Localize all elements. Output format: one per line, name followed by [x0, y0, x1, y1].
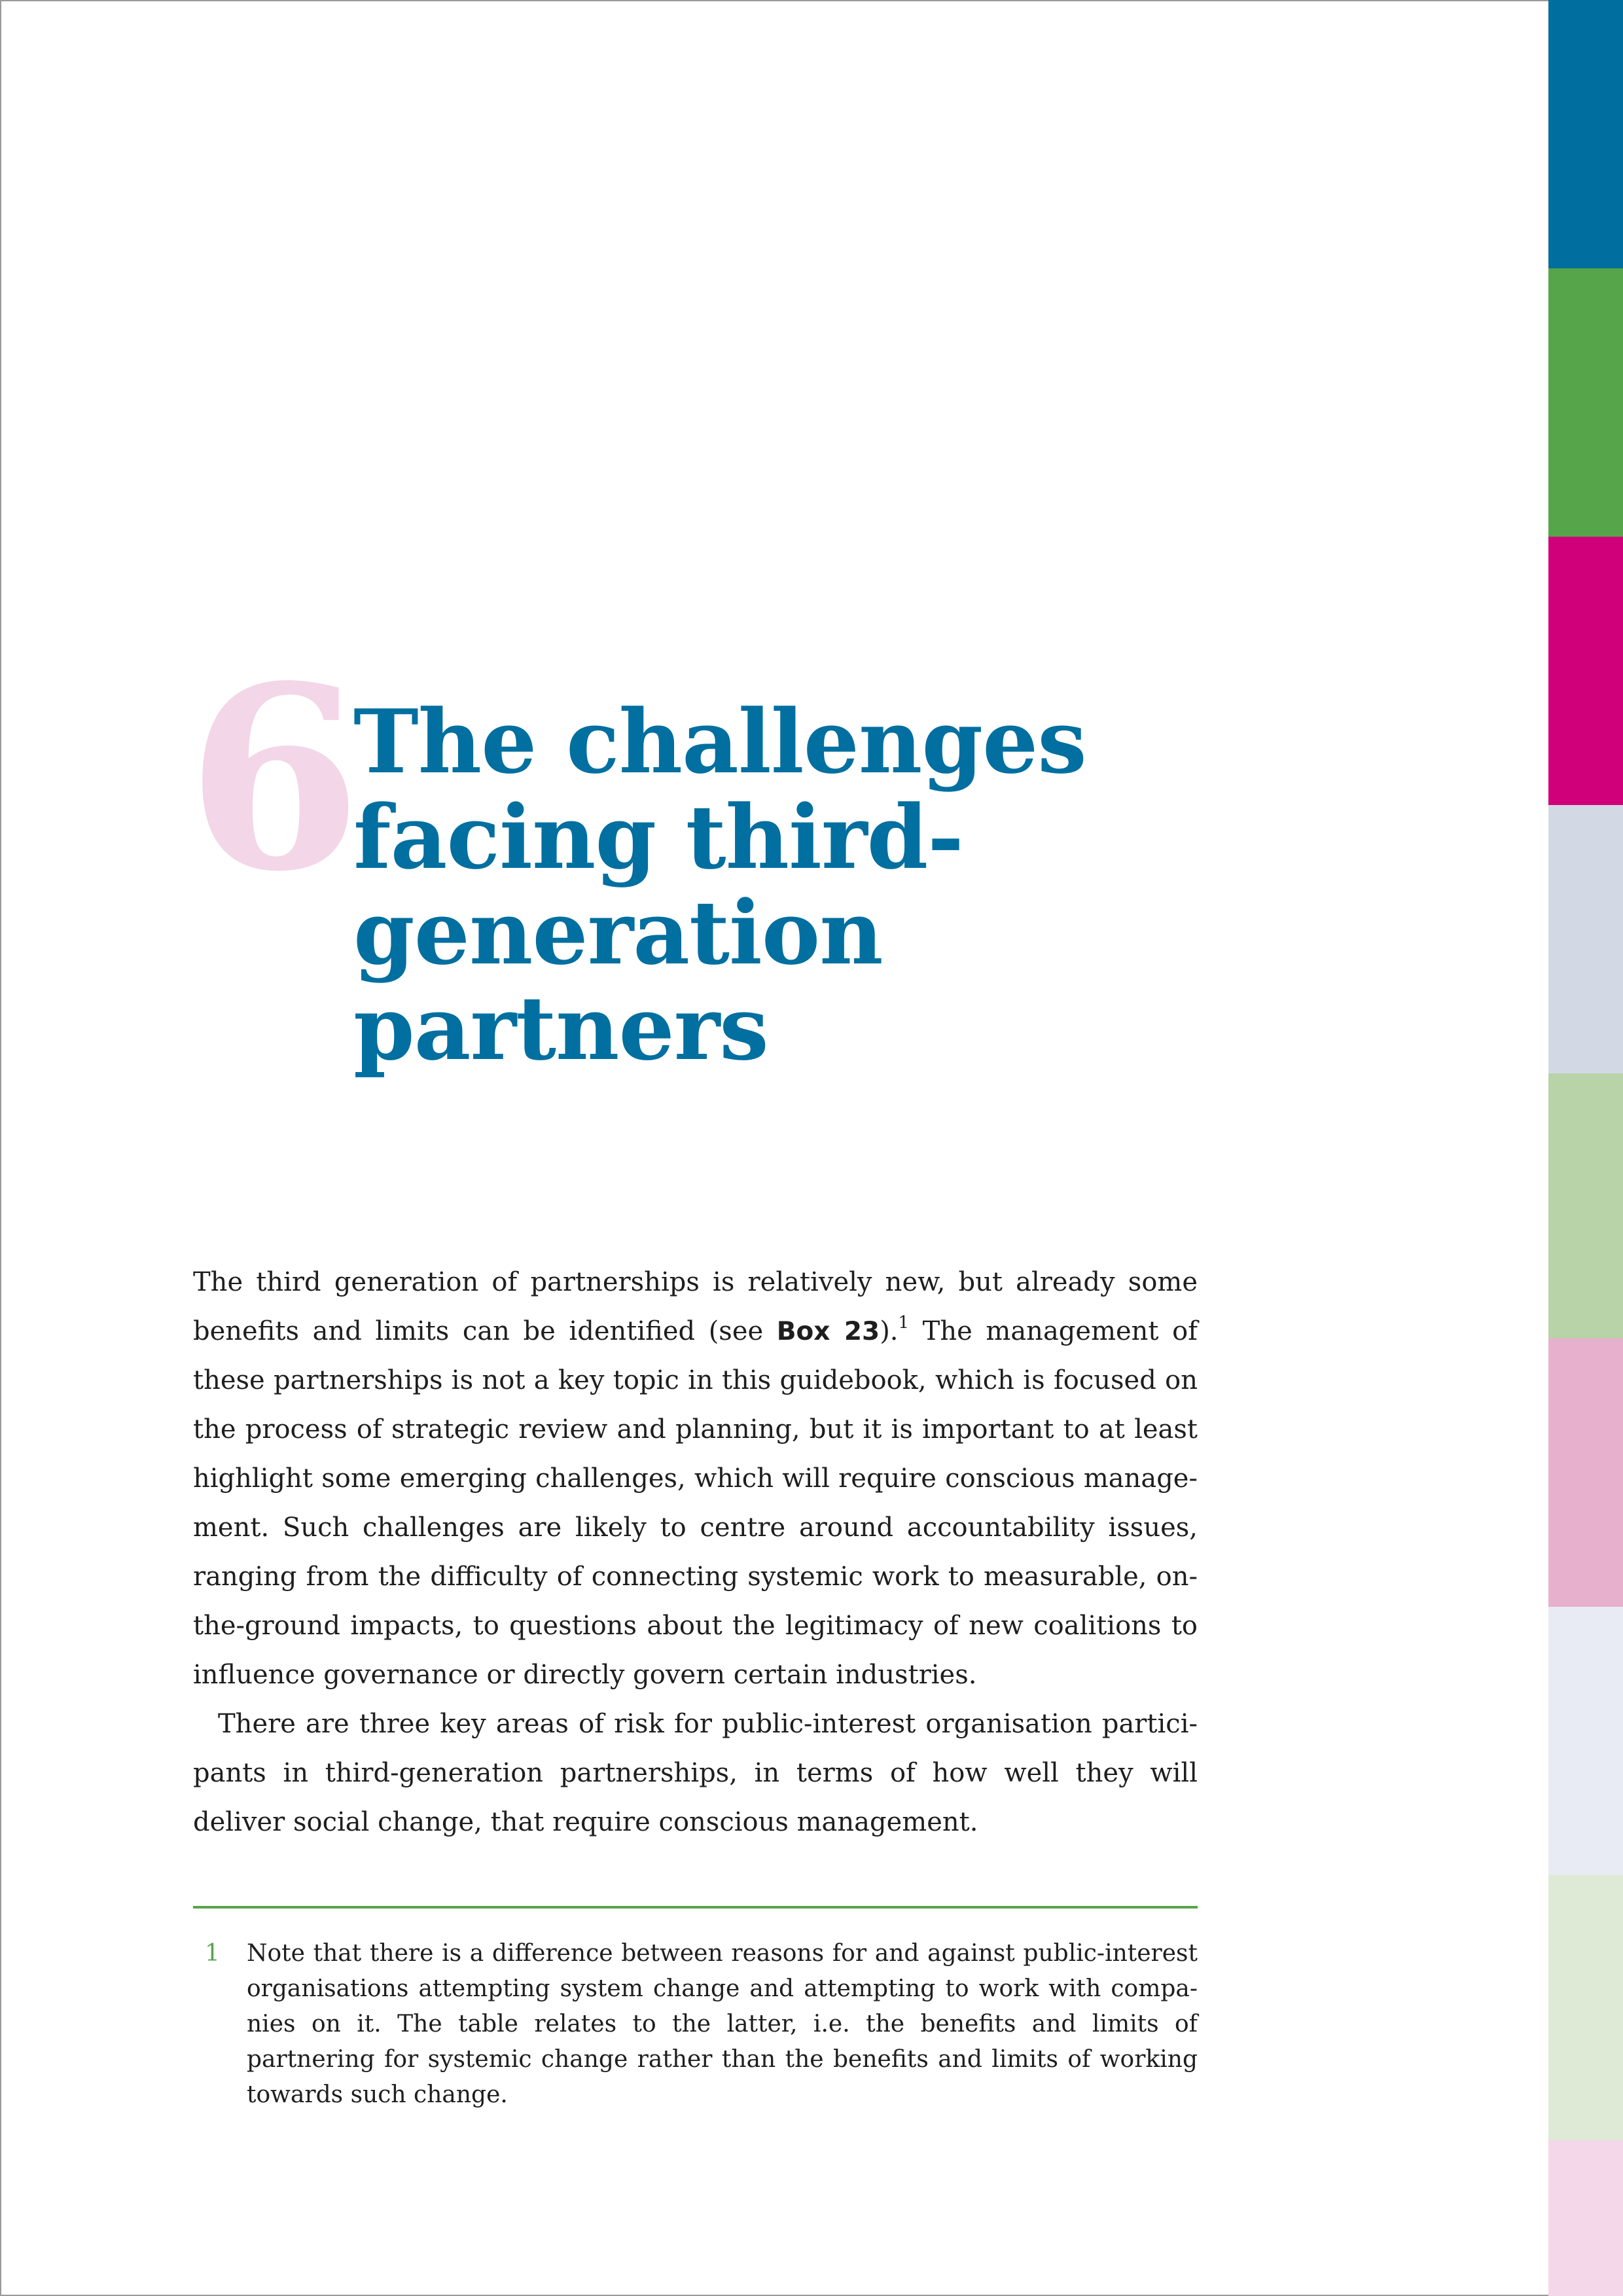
chapter-number: 6	[187, 630, 355, 927]
section-tab-4	[1548, 805, 1623, 1073]
body-paragraph-1	[193, 1258, 1198, 1700]
box-23-reference[interactable]: Box 23	[776, 1317, 880, 1346]
footnote-number: 1	[205, 1940, 220, 1967]
chapter-title-line-4: partners	[353, 977, 768, 1080]
body-paragraph-2: There are three key areas of risk for public-interest organisation partici-pants in third-generation partnerships, in terms of how well they will deliver social change, that require conscious management.	[193, 1709, 1198, 1837]
body-text	[193, 1258, 1198, 1847]
section-tab-strip	[1548, 0, 1623, 2296]
footnote	[193, 1936, 1198, 2113]
section-tab-2	[1548, 268, 1623, 537]
section-tab-8	[1548, 1875, 1623, 2144]
section-tab-3	[1548, 537, 1623, 805]
footnote-text: Note that there is a difference between reasons for and against public-interest organisations attempting system change and attempting to work with compa-nies on it. The table relates to the latter, i.e. the benefits and limits of partnering for systemic change rather than the benefits and limits of working towards such change.	[247, 1940, 1198, 2108]
paragraph-1-text-b: ).	[880, 1316, 899, 1346]
section-tab-1	[1548, 0, 1623, 268]
chapter-title-line-2: facing third-	[353, 785, 963, 889]
section-tab-6	[1548, 1338, 1623, 1607]
section-tab-7	[1548, 1607, 1623, 1875]
footnote-marker[interactable]: 1	[898, 1312, 910, 1333]
chapter-title-line-3: generation	[353, 881, 883, 984]
footnote-divider	[193, 1906, 1198, 1909]
paragraph-1-text-a: The third generation of partnerships is relatively new, but already some benefits and limits can be identified (see	[193, 1267, 1198, 1346]
paragraph-1-text-c: The management of these partnerships is not a key topic in this guidebook, which is focused on the process of strategic review and planning, but it is important to at least highlight some emerging challenges, which will require conscious manage-ment. Such challenges are likely to centre around accountability issues, ranging from the difficulty of connecting systemic work to measurable, on-the-ground impacts, to questions about the legitimacy of new coalitions to influence governance or directly govern certain industries.	[193, 1316, 1198, 1690]
chapter-title-line-1: The challenges	[353, 690, 1086, 793]
section-tab-5	[1548, 1073, 1623, 1342]
chapter-title	[353, 690, 1204, 1080]
section-tab-9	[1548, 2140, 1623, 2296]
